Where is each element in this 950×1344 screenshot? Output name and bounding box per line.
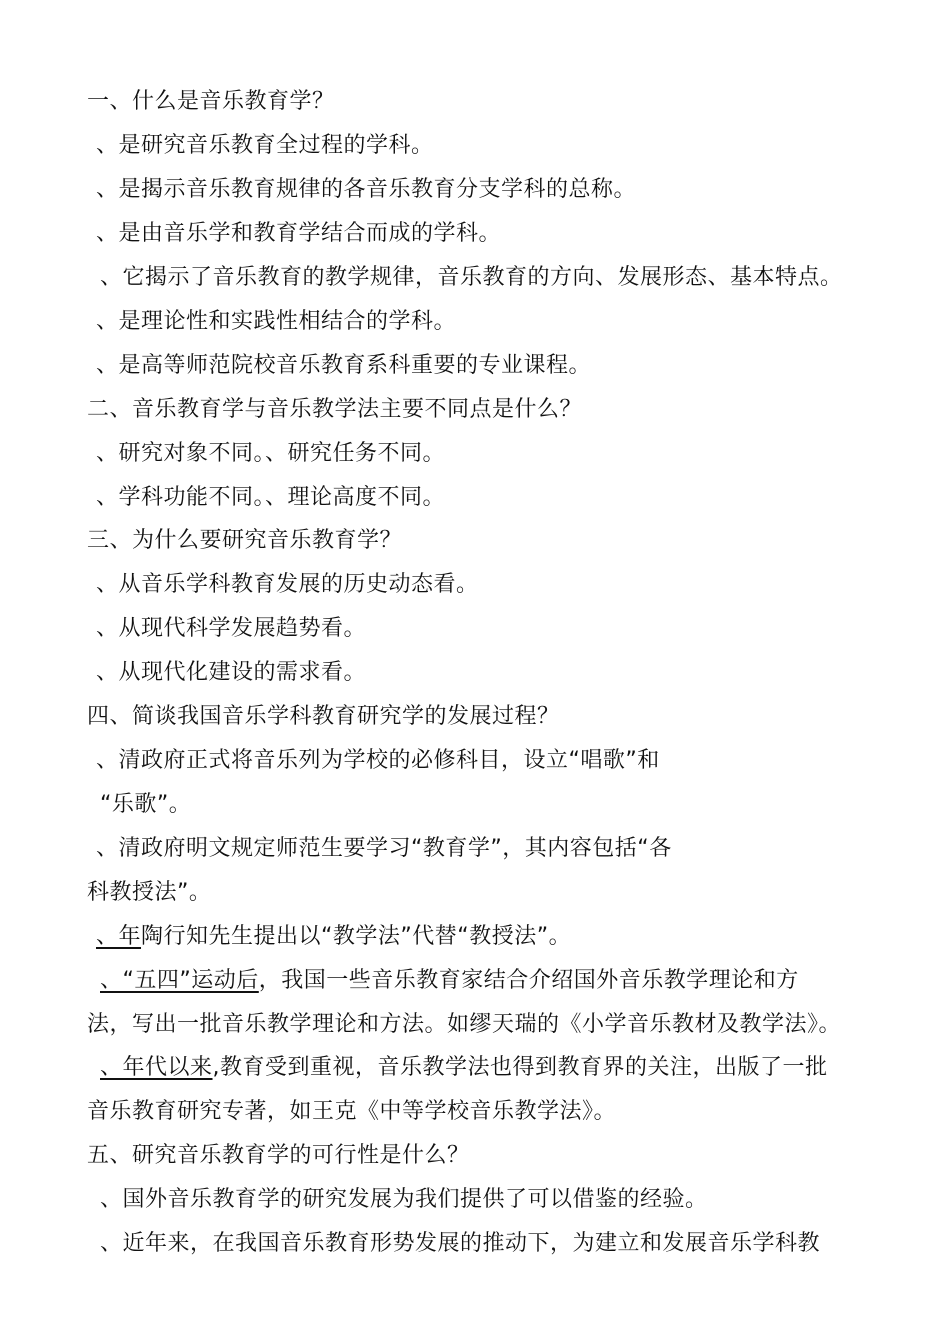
- list-item: 、国外音乐教育学的研究发展为我们提供了可以借鉴的经验。: [100, 1187, 708, 1212]
- list-item-continuation: 法，写出一批音乐教学理论和方法。如缪天瑞的《小学音乐教材及教学法》。: [87, 1012, 842, 1037]
- heading-5: 五、研究音乐教育学的可行性是什么？: [87, 1143, 470, 1168]
- list-item: 、从现代化建设的需求看。: [96, 660, 367, 685]
- list-item: 、是理论性和实践性相结合的学科。: [96, 309, 457, 334]
- list-item: 、是高等师范院校音乐教育系科重要的专业课程。: [96, 353, 592, 378]
- list-item: [100, 966, 799, 996]
- line-text: ，我国一些音乐教育家结合介绍国外音乐教学理论和方: [258, 968, 799, 993]
- list-item: 、它揭示了音乐教育的教学规律，音乐教育的方向、发展形态、基本特点。: [100, 265, 843, 290]
- list-item: 、从音乐学科教育发展的历史动态看。: [96, 572, 479, 597]
- line-text: ,教育受到重视，音乐教学法也得到教育界的关注，出版了一批: [212, 1055, 828, 1080]
- list-item: [96, 922, 571, 952]
- list-item: 、是揭示音乐教育规律的各音乐教育分支学科的总称。: [96, 177, 637, 202]
- underlined-text: 、“五四”运动后: [100, 968, 259, 993]
- list-item: 、近年来，在我国音乐教育形势发展的推动下，为建立和发展音乐学科教: [100, 1231, 821, 1256]
- list-item-continuation: “乐歌”。: [100, 792, 192, 817]
- list-item: 、研究对象不同。、研究任务不同。: [96, 441, 446, 466]
- heading-3: 三、为什么要研究音乐教育学？: [87, 528, 403, 553]
- heading-1: 一、什么是音乐教育学？: [87, 89, 335, 114]
- list-item: 、是研究音乐教育全过程的学科。: [96, 133, 434, 158]
- list-item: 、清政府明文规定师范生要学习“教育学”，其内容包括“各: [96, 836, 672, 861]
- list-item: 、从现代科学发展趋势看。: [96, 616, 367, 641]
- list-item: 、是由音乐学和教育学结合而成的学科。: [96, 221, 502, 246]
- list-item: 、清政府正式将音乐列为学校的必修科目，设立“唱歌”和: [96, 748, 660, 773]
- line-text: 陶行知先生提出以“教学法”代替“教授法”。: [141, 924, 572, 949]
- underlined-text: 、年代以来: [100, 1055, 213, 1080]
- list-item-continuation: 音乐教育研究专著，如王克《中等学校音乐教学法》。: [87, 1099, 617, 1124]
- heading-4: 四、简谈我国音乐学科教育研究学的发展过程？: [87, 704, 560, 729]
- heading-2: 二、音乐教育学与音乐教学法主要不同点是什么？: [87, 397, 583, 422]
- list-item-continuation: 科教授法”。: [87, 880, 212, 905]
- underlined-text: 、年: [96, 924, 142, 949]
- list-item: 、学科功能不同。、理论高度不同。: [96, 485, 446, 510]
- list-item: [100, 1053, 828, 1083]
